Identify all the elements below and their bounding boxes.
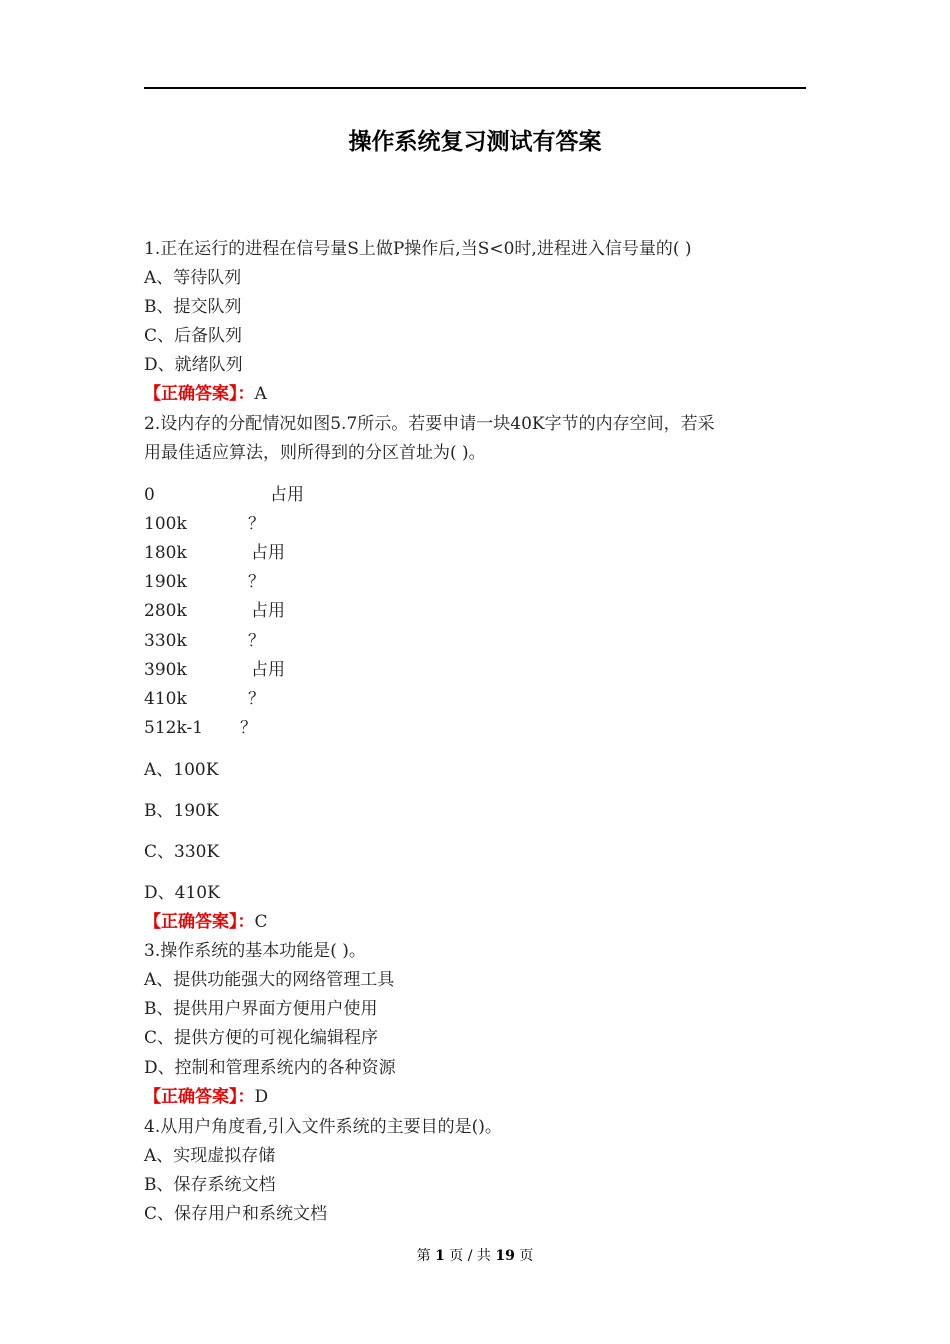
answer-value: A — [254, 384, 267, 404]
memory-status: ？ — [248, 631, 265, 651]
memory-status: 占用 — [251, 660, 285, 680]
question-3-text: 3.操作系统的基本功能是( )。 — [144, 941, 366, 961]
question-2-text-line2: 用最佳适应算法，则所得到的分区首址为( )。 — [144, 443, 486, 463]
q1-option-a: A、等待队列 — [144, 268, 242, 288]
q3-answer — [144, 1086, 268, 1108]
answer-label: 【正确答案】： — [144, 1087, 255, 1107]
total-pages: 19 — [495, 1248, 515, 1264]
footer-middle: 页 / 共 — [444, 1248, 496, 1264]
header-rule — [144, 87, 806, 89]
page-footer — [0, 1245, 950, 1265]
memory-address: 390k — [144, 660, 187, 680]
question-1-text: 1.正在运行的进程在信号量S上做P操作后,当S<0时,进程进入信号量的( ) — [144, 239, 692, 259]
q2-option-c: C、330K — [144, 842, 220, 862]
memory-address: 0 — [144, 485, 155, 505]
q3-option-c: C、提供方便的可视化编辑程序 — [144, 1028, 379, 1048]
document-title: 操作系统复习测试有答案 — [348, 129, 602, 155]
answer-label: 【正确答案】： — [144, 384, 255, 404]
memory-status: 占用 — [251, 543, 285, 563]
question-2-text-line1: 2.设内存的分配情况如图5.7所示。若要申请一块40K字节的内存空间，若采 — [144, 414, 715, 434]
memory-status: ？ — [248, 572, 265, 592]
memory-address: 410k — [144, 689, 187, 709]
q1-answer — [144, 383, 267, 405]
memory-address: 100k — [144, 514, 187, 534]
q3-option-b: B、提供用户界面方便用户使用 — [144, 999, 378, 1019]
memory-status: ？ — [248, 514, 265, 534]
memory-status: 占用 — [270, 485, 304, 505]
question-4-text: 4.从用户角度看,引入文件系统的主要目的是()。 — [144, 1117, 502, 1137]
q3-option-d: D、控制和管理系统内的各种资源 — [144, 1058, 396, 1078]
q4-option-b: B、保存系统文档 — [144, 1175, 276, 1195]
answer-value: D — [254, 1087, 269, 1107]
memory-address: 330k — [144, 631, 187, 651]
answer-label: 【正确答案】： — [144, 912, 255, 932]
footer-suffix: 页 — [514, 1248, 534, 1264]
q3-option-a: A、提供功能强大的网络管理工具 — [144, 970, 395, 990]
q2-option-b: B、190K — [144, 801, 219, 821]
memory-address: 280k — [144, 601, 187, 621]
q1-option-d: D、就绪队列 — [144, 355, 243, 375]
memory-address: 180k — [144, 543, 187, 563]
q2-option-a: A、100K — [144, 760, 219, 780]
footer-prefix: 第 — [416, 1248, 436, 1264]
memory-status: ？ — [248, 689, 265, 709]
q2-answer — [144, 911, 268, 933]
memory-address: 512k-1 — [144, 718, 204, 738]
page-number: 1 — [435, 1248, 445, 1264]
memory-status: ？ — [240, 718, 257, 738]
q1-option-b: B、提交队列 — [144, 297, 242, 317]
q4-option-c: C、保存用户和系统文档 — [144, 1204, 328, 1224]
q2-option-d: D、410K — [144, 883, 220, 903]
q1-option-c: C、后备队列 — [144, 326, 243, 346]
memory-address: 190k — [144, 572, 187, 592]
q4-option-a: A、实现虚拟存储 — [144, 1146, 276, 1166]
memory-status: 占用 — [251, 601, 285, 621]
answer-value: C — [254, 912, 268, 932]
